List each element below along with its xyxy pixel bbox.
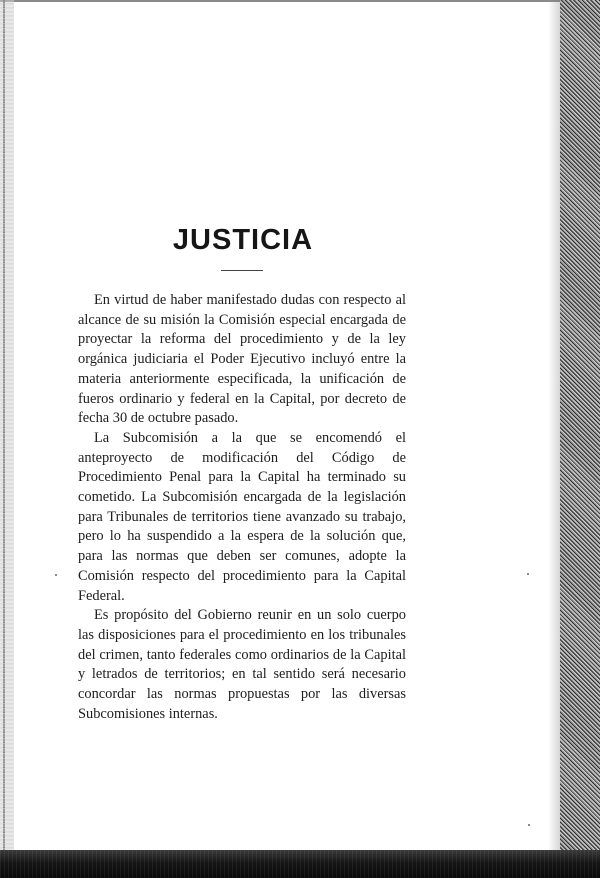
paragraph-1: En virtud de haber manifestado dudas con respecto al alcance de su misión la Comisión especial encargada de proyectar la reforma del procedimiento y de la ley orgánica judiciaria el Poder Ejecutivo incluyó entre la materia anteriormente especificada, la unificación de fueros ordinario y federal en la Capital, por decreto de fecha 30 de octubre pasado. — [78, 292, 406, 427]
scan-speck — [528, 824, 530, 826]
scan-speck — [527, 573, 529, 575]
paragraph-2: La Subcomisión a la que se encomendó el anteproyecto de modificación del Código de Procedimiento Penal para la Capital ha terminado su cometido. La Subcomisión encargada de la legislación para Tribunales de territorios tiene avanzado su trabajo, pero lo ha suspendido a la espera de la solución que, para las normas que deben ser comunes, adopte la Comisión respecto del procedimiento para la Capital Federal. — [78, 429, 406, 604]
heading-divider — [221, 270, 263, 271]
scan-bottom-grain — [0, 850, 600, 878]
page-heading: JUSTICIA — [172, 224, 314, 256]
scan-top-edge — [0, 0, 600, 2]
paragraph-3: Es propósito del Gobierno reunir en un solo cuerpo las disposiciones para el procedimiento en los tribunales del crimen, tanto federales como ordinarios de la Capital y letrados de territorios; en tal sentido será necesario concordar las normas propuestas por las diversas Subcomisiones internas. — [78, 607, 406, 722]
body-text — [78, 291, 406, 724]
scan-right-edge — [560, 0, 600, 878]
scan-speck — [55, 574, 57, 576]
scan-binding-line — [3, 0, 5, 878]
